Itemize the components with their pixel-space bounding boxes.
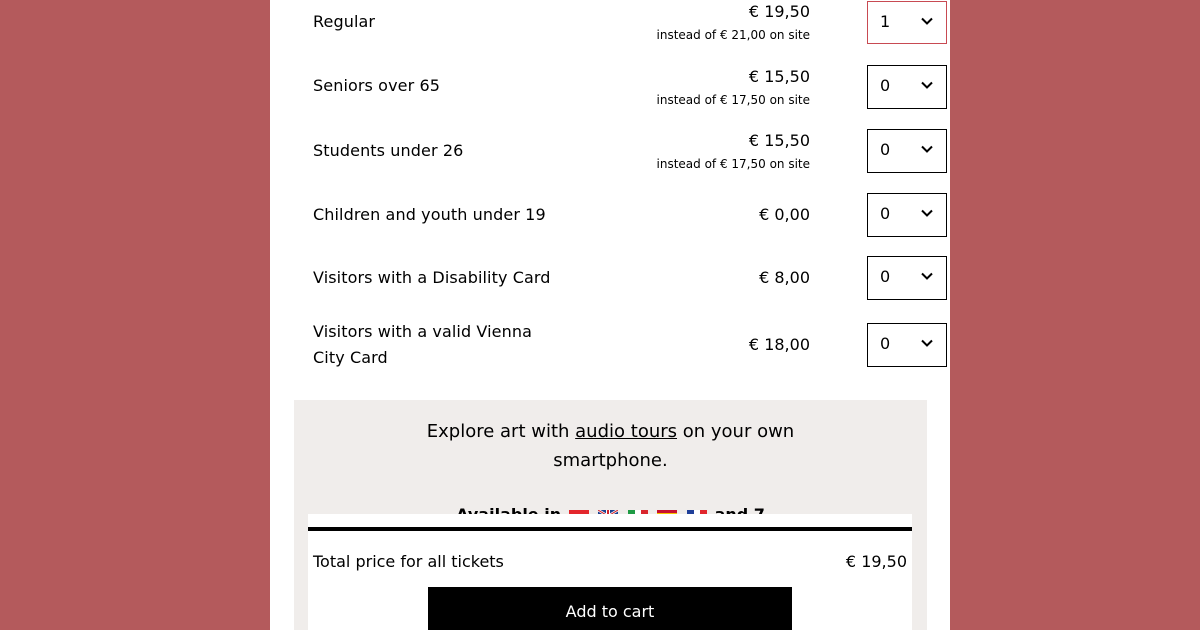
quantity-value: 0	[880, 267, 891, 286]
chevron-down-icon	[920, 14, 934, 28]
ticket-price: € 0,00	[759, 205, 810, 224]
quantity-select-regular[interactable]	[867, 1, 947, 44]
ticket-label: Visitors with a Disability Card	[313, 268, 551, 287]
ticket-panel	[270, 0, 950, 630]
ticket-price: € 18,00	[748, 335, 810, 354]
quantity-value: 0	[880, 334, 891, 353]
quantity-select-vienna-city-card[interactable]	[867, 323, 947, 367]
ticket-price: € 15,50	[748, 131, 810, 150]
quantity-value: 1	[880, 12, 891, 31]
audio-text-before: Explore art with	[426, 421, 576, 442]
chevron-down-icon	[920, 206, 934, 220]
ticket-onsite-note: instead of € 21,00 on site	[656, 28, 810, 42]
ticket-onsite-note: instead of € 17,50 on site	[656, 157, 810, 171]
quantity-select-children[interactable]	[867, 193, 947, 237]
chevron-down-icon	[920, 142, 934, 156]
audio-tours-link[interactable]: audio tours	[575, 421, 678, 442]
audio-text-after: on your own	[677, 421, 795, 442]
add-to-cart-button[interactable]: Add to cart	[428, 587, 792, 630]
summary-divider	[308, 527, 912, 531]
chevron-down-icon	[920, 336, 934, 350]
ticket-price: € 15,50	[748, 67, 810, 86]
ticket-label-line2: City Card	[313, 348, 388, 367]
audio-text-line2: smartphone.	[553, 450, 668, 471]
chevron-down-icon	[920, 269, 934, 283]
quantity-select-students[interactable]	[867, 129, 947, 173]
total-price-value: € 19,50	[845, 552, 907, 571]
ticket-label: Students under 26	[313, 141, 464, 160]
quantity-value: 0	[880, 140, 891, 159]
quantity-value: 0	[880, 76, 891, 95]
ticket-label: Regular	[313, 12, 376, 31]
cart-summary	[308, 514, 912, 630]
quantity-select-disability[interactable]	[867, 256, 947, 300]
total-price-label: Total price for all tickets	[313, 552, 504, 571]
quantity-select-seniors[interactable]	[867, 65, 947, 109]
ticket-onsite-note: instead of € 17,50 on site	[656, 93, 810, 107]
audio-tours-text	[294, 417, 927, 475]
chevron-down-icon	[920, 78, 934, 92]
ticket-price: € 19,50	[748, 2, 810, 21]
quantity-value: 0	[880, 204, 891, 223]
ticket-price: € 8,00	[759, 268, 810, 287]
ticket-label-line1: Visitors with a valid Vienna	[313, 322, 532, 341]
ticket-label: Seniors over 65	[313, 76, 440, 95]
ticket-label: Children and youth under 19	[313, 205, 546, 224]
